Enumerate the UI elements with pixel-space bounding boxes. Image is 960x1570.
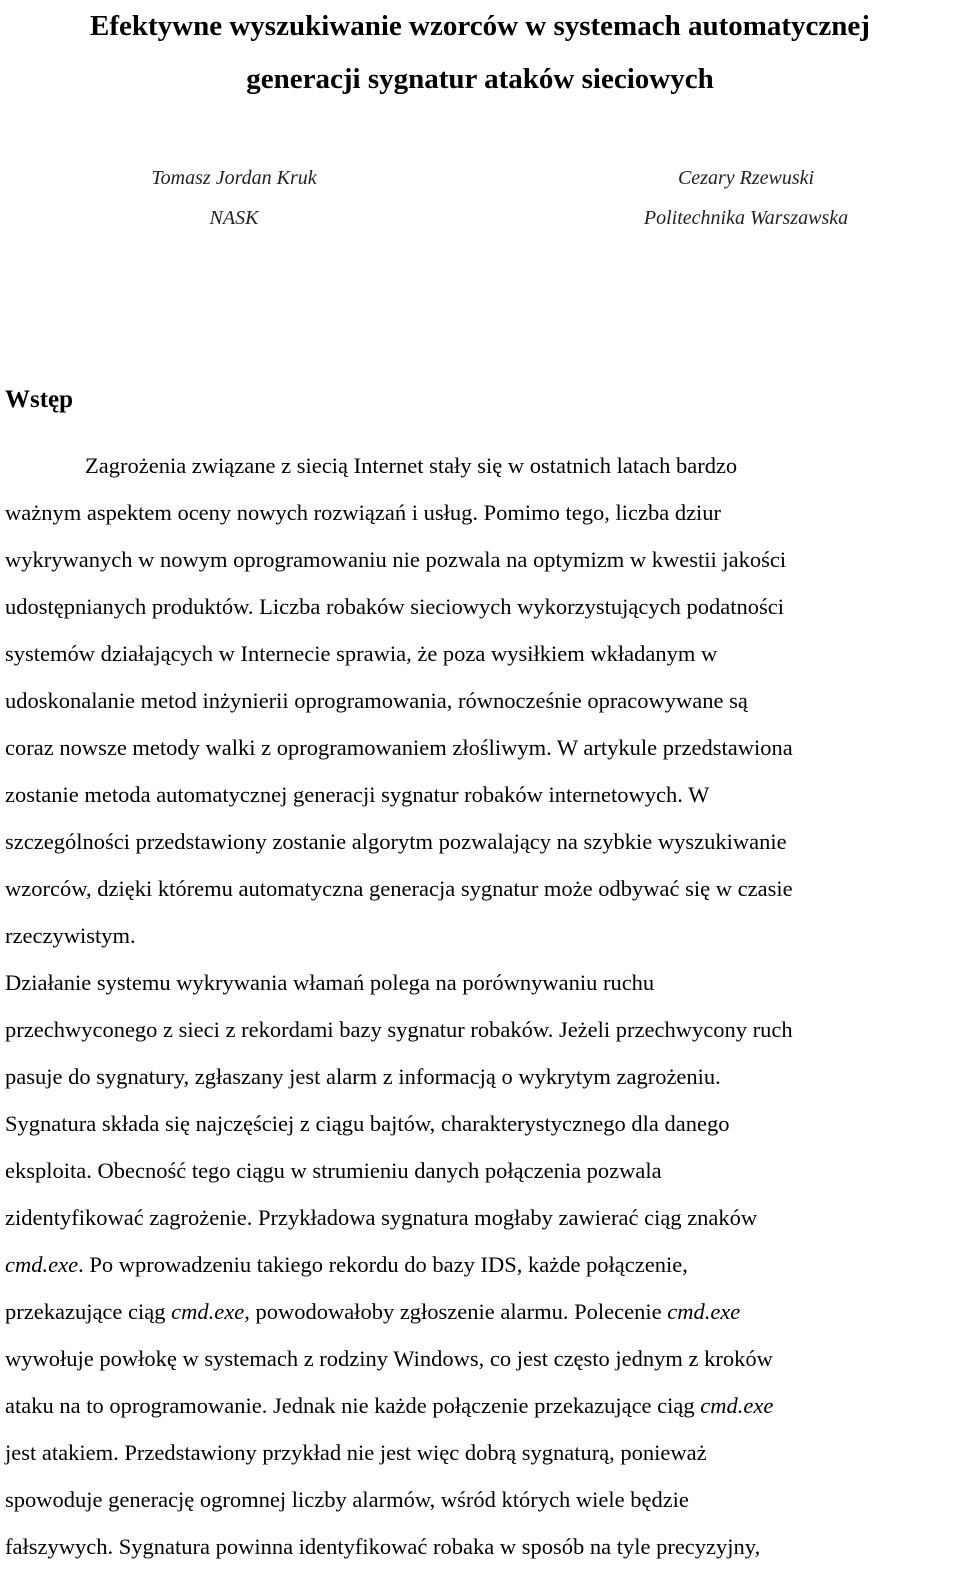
text-line: zostanie metoda automatycznej generacji sygnatur robaków internetowych. W bbox=[5, 782, 710, 807]
code-term: cmd.exe bbox=[700, 1393, 774, 1418]
paper-title-line-1: Efektywne wyszukiwanie wzorców w systemach automatycznej bbox=[90, 10, 870, 42]
text-line: wzorców, dzięki któremu automatyczna generacja sygnatur może odbywać się w czasie bbox=[5, 876, 793, 901]
text-line: jest atakiem. Przedstawiony przykład nie jest więc dobrą sygnaturą, ponieważ bbox=[5, 1440, 707, 1465]
body-text bbox=[5, 442, 960, 1570]
author-name: Cezary Rzewuski bbox=[677, 167, 815, 189]
text-line: Zagrożenia związane z siecią Internet stały się w ostatnich latach bardzo bbox=[85, 453, 738, 478]
section-heading: Wstęp bbox=[5, 386, 74, 413]
text-line: udostępnianych produktów. Liczba robaków sieciowych wykorzystujących podatności bbox=[5, 594, 784, 619]
text-line: Działanie systemu wykrywania włamań polega na porównywaniu ruchu bbox=[5, 970, 655, 995]
text-line: pasuje do sygnatury, zgłaszany jest alarm z informacją o wykrytym zagrożeniu. bbox=[5, 1064, 721, 1089]
text-line: cmd.exe. Po wprowadzeniu takiego rekordu do bazy IDS, każde połączenie, bbox=[5, 1252, 688, 1277]
text-line: ataku na to oprogramowanie. Jednak nie każde połączenie przekazujące ciąg cmd.exe bbox=[5, 1393, 774, 1418]
text-line: coraz nowsze metody walki z oprogramowaniem złośliwym. W artykule przedstawiona bbox=[5, 735, 793, 760]
text-line: systemów działających w Internecie sprawia, że poza wysiłkiem wkładanym w bbox=[5, 641, 718, 666]
text-line: rzeczywistym. bbox=[5, 923, 136, 948]
paper-title bbox=[0, 0, 960, 106]
author-block-2 bbox=[596, 158, 896, 238]
author-block-1 bbox=[84, 158, 384, 238]
text-line: spowoduje generację ogromnej liczby alarmów, wśród których wiele będzie bbox=[5, 1487, 689, 1512]
author-affiliation: Politechnika Warszawska bbox=[643, 207, 849, 229]
text-line: zidentyfikować zagrożenie. Przykładowa sygnatura mogłaby zawierać ciąg znaków bbox=[5, 1205, 758, 1230]
text-line: wykrywanych w nowym oprogramowaniu nie pozwala na optymizm w kwestii jakości bbox=[5, 547, 787, 572]
text-line: przechwyconego z sieci z rekordami bazy sygnatur robaków. Jeżeli przechwycony ruch bbox=[5, 1017, 793, 1042]
text-line: eksploita. Obecność tego ciągu w strumieniu danych połączenia pozwala bbox=[5, 1158, 662, 1183]
code-term: cmd.exe bbox=[5, 1252, 79, 1277]
text-line: szczególności przedstawiony zostanie algorytm pozwalający na szybkie wyszukiwanie bbox=[5, 829, 787, 854]
text-line: wywołuje powłokę w systemach z rodziny Windows, co jest często jednym z kroków bbox=[5, 1346, 773, 1371]
text-line: przekazujące ciąg cmd.exe, powodowałoby zgłoszenie alarmu. Polecenie cmd.exe bbox=[5, 1299, 741, 1324]
code-term: cmd.exe bbox=[667, 1299, 741, 1324]
author-affiliation: NASK bbox=[209, 207, 259, 229]
text-line: udoskonalanie metod inżynierii oprogramowania, równocześnie opracowywane są bbox=[5, 688, 748, 713]
text-line: ważnym aspektem oceny nowych rozwiązań i usług. Pomimo tego, liczba dziur bbox=[5, 500, 722, 525]
paper-title-line-2: generacji sygnatur ataków sieciowych bbox=[246, 63, 714, 95]
text-line: fałszywych. Sygnatura powinna identyfikować robaka w sposób na tyle precyzyjny, bbox=[5, 1534, 761, 1559]
text-line: Sygnatura składa się najczęściej z ciągu bajtów, charakterystycznego dla danego bbox=[5, 1111, 730, 1136]
author-name: Tomasz Jordan Kruk bbox=[151, 167, 317, 189]
code-term: cmd.exe bbox=[171, 1299, 245, 1324]
